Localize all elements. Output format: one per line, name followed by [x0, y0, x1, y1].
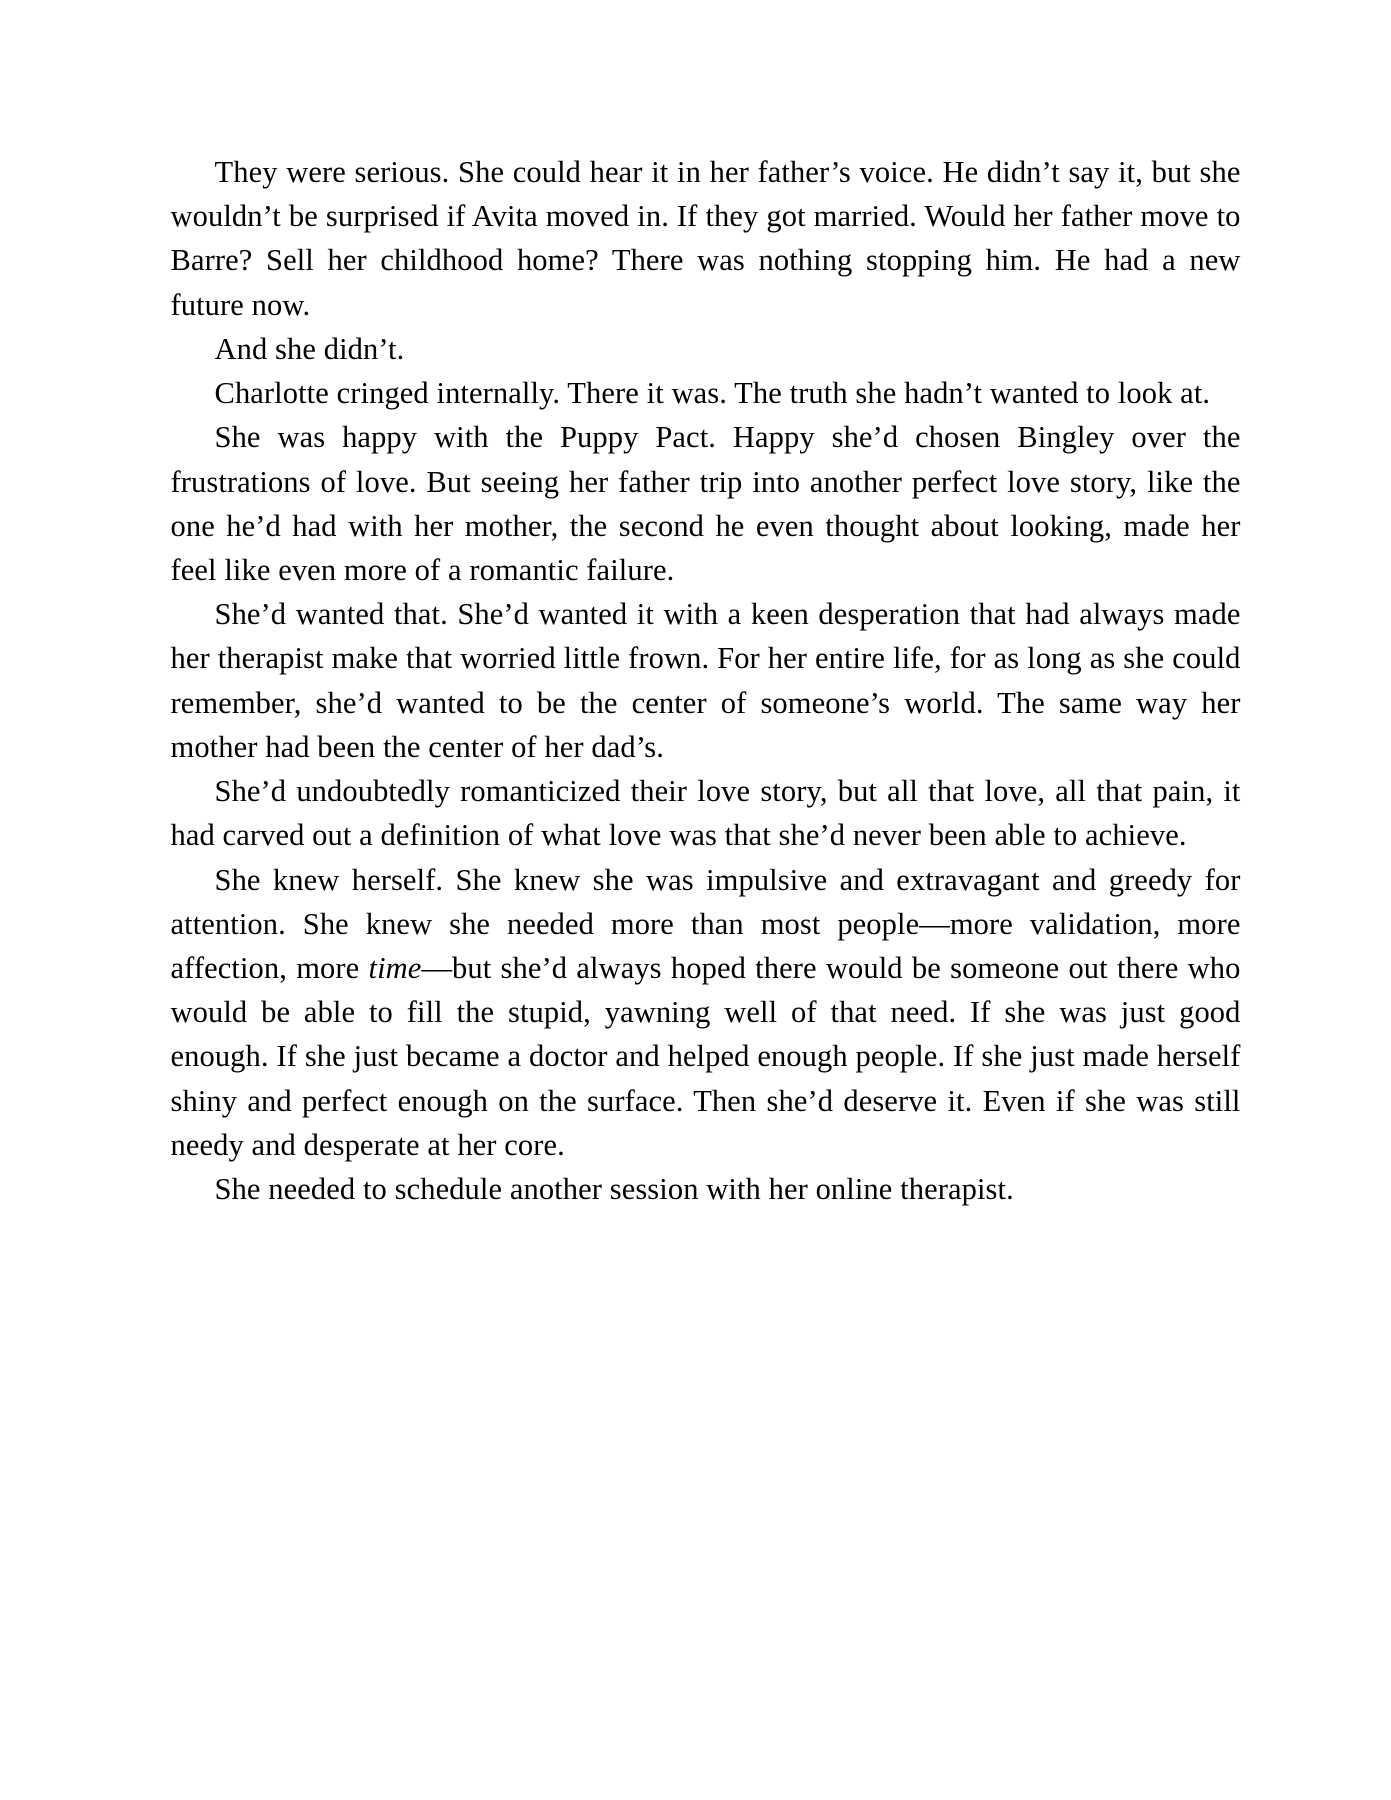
paragraph: Charlotte cringed internally. There it was. The truth she hadn’t wanted to look at. [214, 376, 1211, 411]
paragraph: She needed to schedule another session with her online therapist. [214, 1172, 1014, 1207]
emphasized-word: time [368, 950, 422, 985]
paragraph: They were serious. She could hear it in her father’s voice. He didn’t say it, but she wouldn’t be surprised if Avita moved in. If they got married. Would her father move to Barre? Sell her childhood home? There was nothing stopping him. He had a new future now. [170, 155, 1241, 322]
paragraph-text-after-emphasis: —but she’d always hoped there would be someone out there who would be able to fill the stupid, yawning well of that need. If she was just good enough. If she just became a doctor and helped enough people. If she just made herself shiny and perfect enough on the surface. Then she’d deserve it. Even if she was still needy and desperate at her core. [170, 950, 1241, 1162]
paragraph: She’d wanted that. She’d wanted it with a keen desperation that had always made her therapist make that worried little frown. For her entire life, for as long as she could remember, she’d wanted to be the center of someone’s world. The same way her mother had been the center of her dad’s. [170, 597, 1241, 764]
paragraph: And she didn’t. [214, 331, 405, 366]
paragraph: She was happy with the Puppy Pact. Happy she’d chosen Bingley over the frustrations of love. But seeing her father trip into another perfect love story, like the one he’d had with her mother, the second he even thought about looking, made her feel like even more of a romantic failure. [170, 420, 1241, 587]
paragraph-text-before-emphasis: She knew herself. She knew she was impulsive and extravagant and greedy for attention. She knew she needed more than most people—more validation, more affection, more [170, 862, 1241, 985]
paragraph-with-emphasis [171, 858, 1241, 1168]
page-body-text [171, 150, 1241, 1211]
paragraph: She’d undoubtedly romanticized their love story, but all that love, all that pain, it had carved out a definition of what love was that she’d never been able to achieve. [170, 774, 1241, 853]
